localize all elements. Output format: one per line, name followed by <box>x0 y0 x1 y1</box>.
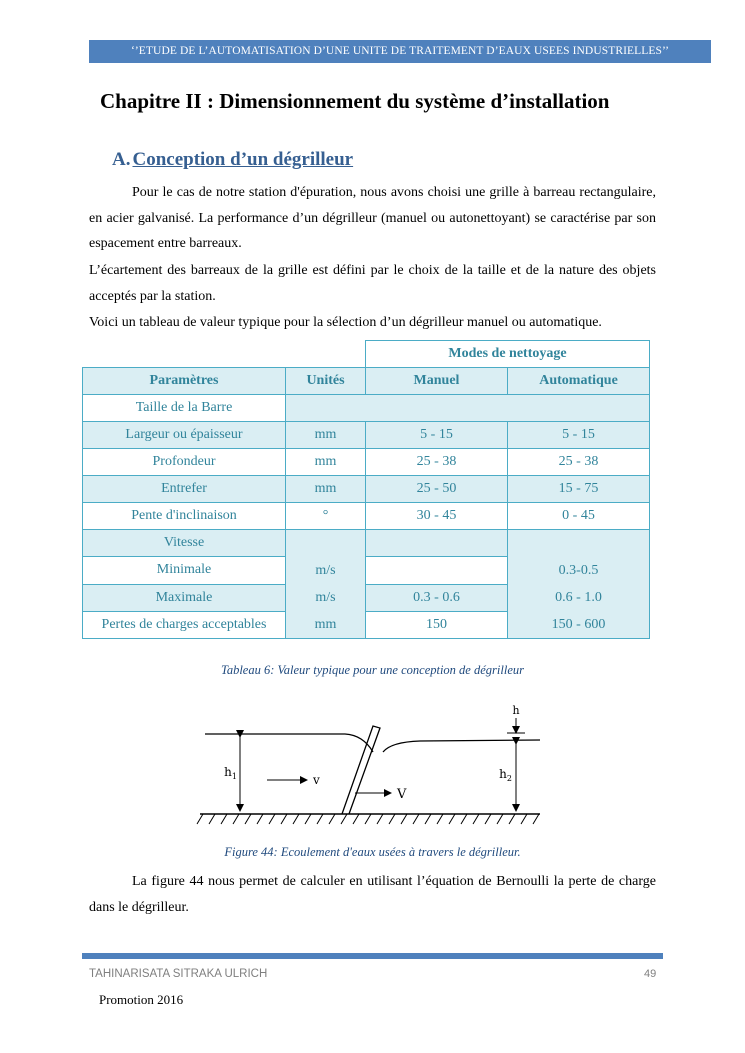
table-cell-param: Profondeur <box>83 449 286 476</box>
table-cell-auto: 5 - 15 <box>508 422 650 449</box>
footer-rule <box>82 953 663 959</box>
table-speed-auto-cell <box>508 530 650 639</box>
table-section-bar-fill <box>286 395 650 422</box>
h2-label: $h_2$ <box>499 767 512 783</box>
paragraph-2: L’écartement des barreaux de la grille est défini par le choix de la taille et de la nature des objets acceptés par la station. <box>89 263 656 304</box>
screen-velocity-label: V <box>397 787 407 802</box>
table-cell-manual: 25 - 38 <box>366 449 508 476</box>
running-header: ‘’ETUDE DE L’AUTOMATISATION D’UNE UNITE DE TRAITEMENT D’EAUX USEES INDUSTRIELLES’’ <box>89 40 711 63</box>
h1-label: $h_1$ <box>224 765 237 781</box>
table-header-manual: Manuel <box>366 368 508 395</box>
table-row <box>83 476 650 503</box>
table-cell-manual: 0.3 - 0.6 <box>366 584 508 611</box>
ground-hatch <box>197 814 539 824</box>
table-cell-auto: 15 - 75 <box>508 476 650 503</box>
table-cell-auto: 0.6 - 1.0 <box>555 590 602 605</box>
table-cell-manual: 25 - 50 <box>366 476 508 503</box>
closing-paragraph: La figure 44 nous permet de calculer en utilisant l’équation de Bernoulli la perte de charge dans le dégrilleur. <box>89 874 656 915</box>
table-header-param: Paramètres <box>83 368 286 395</box>
table-row <box>83 503 650 530</box>
table-header-unit: Unités <box>286 368 366 395</box>
section-title: Conception d’un dégrilleur <box>132 149 354 170</box>
table-speed-unit-cell <box>286 530 366 639</box>
table-cell-param: Pente d'inclinaison <box>83 503 286 530</box>
table-cell-manual: 150 <box>366 611 508 638</box>
table-cell-param: Pertes de charges acceptables <box>83 611 286 638</box>
table-cell-auto: 150 - 600 <box>551 617 606 632</box>
table-cell-param: Maximale <box>83 584 286 611</box>
table-section-speed: Vitesse <box>83 530 286 557</box>
table-cell-manual: 30 - 45 <box>366 503 508 530</box>
table-section-bar: Taille de la Barre <box>83 395 286 422</box>
table-cell-manual <box>366 557 508 584</box>
table-row <box>83 449 650 476</box>
h-label: h <box>512 704 520 717</box>
table-cell-unit: mm <box>286 449 366 476</box>
approach-velocity-label: v <box>313 773 320 787</box>
table-cell-param: Minimale <box>83 557 286 584</box>
table-empty-corner <box>83 341 366 368</box>
degrilleur-table <box>82 340 650 639</box>
page-number: 49 <box>644 968 657 980</box>
table-cell-unit: m/s <box>315 563 336 578</box>
table-cell-unit: mm <box>286 476 366 503</box>
upstream-surface <box>205 734 373 752</box>
table-group-header: Modes de nettoyage <box>366 341 650 368</box>
table-header-auto: Automatique <box>508 368 650 395</box>
table-cell-manual: 5 - 15 <box>366 422 508 449</box>
table-row <box>83 422 650 449</box>
table-cell-unit: ° <box>286 503 366 530</box>
paragraph-3: Voici un tableau de valeur typique pour la sélection d’un dégrilleur manuel ou automatique. <box>89 315 602 330</box>
figure-caption: Figure 44: Ecoulement d'eaux usées à travers le dégrilleur. <box>224 845 521 859</box>
footer-promotion: Promotion 2016 <box>99 992 184 1007</box>
chapter-title: Chapitre II : Dimensionnement du système d’installation <box>100 89 610 113</box>
section-heading <box>112 149 353 171</box>
screen-flow-diagram <box>195 700 555 835</box>
table-cell-auto: 25 - 38 <box>508 449 650 476</box>
section-number: A. <box>112 149 131 170</box>
table-speed-manual-fill <box>366 530 508 557</box>
table-cell-unit: m/s <box>315 590 336 605</box>
table-cell-auto: 0.3-0.5 <box>558 563 599 578</box>
paragraph-1: Pour le cas de notre station d'épuration, nous avons choisi une grille à barreau rectangulaire, en acier galvanisé. La performance d’un dégrilleur (manuel ou autonettoyant) se caractérise par son espacement entre barreaux. <box>89 185 656 251</box>
table-cell-param: Entrefer <box>83 476 286 503</box>
table-cell-auto: 0 - 45 <box>508 503 650 530</box>
table-caption: Tableau 6: Valeur typique pour une conception de dégrilleur <box>221 663 524 677</box>
footer-author: TAHINARISATA SITRAKA ULRICH <box>89 968 268 980</box>
table-cell-unit: mm <box>314 617 337 632</box>
table-cell-unit: mm <box>286 422 366 449</box>
table-cell-param: Largeur ou épaisseur <box>83 422 286 449</box>
